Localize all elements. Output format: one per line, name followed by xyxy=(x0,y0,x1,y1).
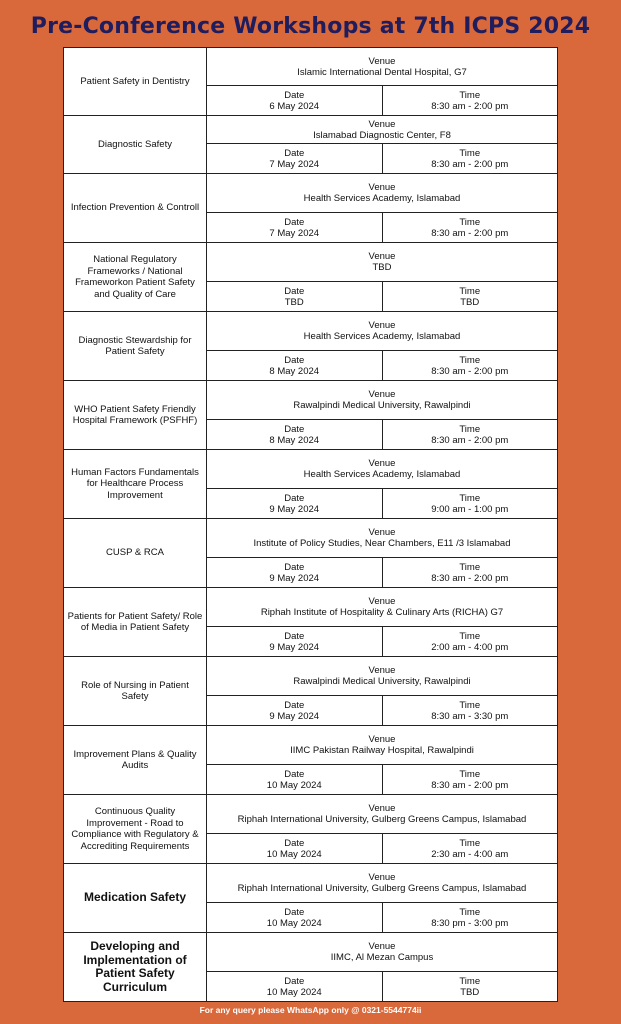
time-label: Time xyxy=(459,975,481,987)
workshop-row xyxy=(63,381,558,450)
date-time-row xyxy=(207,903,557,932)
time-cell xyxy=(382,972,558,1001)
time-cell xyxy=(382,903,558,932)
time-label: Time xyxy=(459,423,481,435)
time-cell xyxy=(382,351,558,380)
workshop-name: Medication Safety xyxy=(63,864,207,932)
time-label: Time xyxy=(459,216,481,228)
workshop-info xyxy=(207,174,558,242)
venue-cell xyxy=(207,726,557,765)
date-value: 6 May 2024 xyxy=(269,100,320,112)
workshop-info xyxy=(207,657,558,725)
workshop-row xyxy=(63,657,558,726)
venue-cell xyxy=(207,657,557,696)
time-value: 8:30 am - 2:00 pm xyxy=(431,572,509,584)
date-label: Date xyxy=(284,354,305,366)
date-time-row xyxy=(207,489,557,518)
venue-label: Venue xyxy=(368,458,396,469)
date-label: Date xyxy=(284,975,305,987)
date-cell xyxy=(207,213,382,242)
workshop-name: Patient Safety in Dentistry xyxy=(63,48,207,115)
venue-label: Venue xyxy=(368,389,396,400)
time-label: Time xyxy=(459,837,481,849)
workshop-name: National Regulatory Frameworks / National Frameworkon Patient Safety and Quality of Care xyxy=(63,243,207,311)
workshop-name: Continuous Quality Improvement - Road to Compliance with Regulatory & Accrediting Requirements xyxy=(63,795,207,863)
date-time-row xyxy=(207,420,557,449)
venue-value: Islamic International Dental Hospital, G7 xyxy=(297,66,467,78)
venue-cell xyxy=(207,450,557,489)
workshop-info xyxy=(207,381,558,449)
time-value: 8:30 am - 2:00 pm xyxy=(431,100,509,112)
date-time-row xyxy=(207,282,557,311)
workshop-name: Improvement Plans & Quality Audits xyxy=(63,726,207,794)
date-label: Date xyxy=(284,285,305,297)
workshop-name: CUSP & RCA xyxy=(63,519,207,587)
date-label: Date xyxy=(284,768,305,780)
date-label: Date xyxy=(284,147,305,159)
date-cell xyxy=(207,834,382,863)
time-value: TBD xyxy=(460,986,480,998)
venue-cell xyxy=(207,243,557,282)
time-value: 2:00 am - 4:00 pm xyxy=(431,641,509,653)
venue-cell xyxy=(207,933,557,972)
workshop-table xyxy=(63,47,558,1002)
venue-label: Venue xyxy=(368,118,396,130)
time-label: Time xyxy=(459,492,481,504)
date-time-row xyxy=(207,834,557,863)
date-time-row xyxy=(207,213,557,242)
venue-cell xyxy=(207,864,557,903)
venue-value: Islamabad Diagnostic Center, F8 xyxy=(313,129,451,141)
time-label: Time xyxy=(459,561,481,573)
date-cell xyxy=(207,765,382,794)
workshop-name: Developing and Implementation of Patient Safety Curriculum xyxy=(63,933,207,1001)
workshop-row xyxy=(63,519,558,588)
time-label: Time xyxy=(459,285,481,297)
workshop-row xyxy=(63,243,558,312)
workshop-name: Diagnostic Stewardship for Patient Safety xyxy=(63,312,207,380)
date-time-row xyxy=(207,765,557,794)
time-value: 8:30 am - 2:00 pm xyxy=(431,227,509,239)
time-value: 8:30 am - 2:00 pm xyxy=(431,779,509,791)
date-value: 9 May 2024 xyxy=(269,572,320,584)
date-value: 8 May 2024 xyxy=(269,365,320,377)
venue-cell xyxy=(207,48,557,86)
venue-label: Venue xyxy=(368,55,396,67)
date-label: Date xyxy=(284,906,305,918)
date-value: 9 May 2024 xyxy=(269,503,320,515)
time-value: 8:30 pm - 3:00 pm xyxy=(431,917,509,929)
date-time-row xyxy=(207,351,557,380)
venue-cell xyxy=(207,116,557,144)
workshop-row xyxy=(63,312,558,381)
date-label: Date xyxy=(284,492,305,504)
workshop-info xyxy=(207,864,558,932)
time-cell xyxy=(382,86,558,115)
date-cell xyxy=(207,144,382,173)
time-value: 2:30 am - 4:00 am xyxy=(431,848,509,860)
time-label: Time xyxy=(459,354,481,366)
time-value: 8:30 am - 3:30 pm xyxy=(431,710,509,722)
date-label: Date xyxy=(284,699,305,711)
date-value: 10 May 2024 xyxy=(266,917,322,929)
workshop-row xyxy=(63,47,558,116)
venue-label: Venue xyxy=(368,182,396,193)
workshop-name: Human Factors Fundamentals for Healthcare Process Improvement xyxy=(63,450,207,518)
venue-label: Venue xyxy=(368,320,396,331)
date-cell xyxy=(207,86,382,115)
workshop-info xyxy=(207,48,558,115)
date-value: 10 May 2024 xyxy=(266,779,322,791)
workshop-info xyxy=(207,243,558,311)
date-time-row xyxy=(207,627,557,656)
page-title: Pre-Conference Workshops at 7th ICPS 2024 xyxy=(30,14,591,39)
date-cell xyxy=(207,420,382,449)
venue-value: Riphah International University, Gulberg Greens Campus, Islamabad xyxy=(237,883,527,894)
venue-label: Venue xyxy=(368,941,396,952)
venue-label: Venue xyxy=(368,872,396,883)
venue-value: Health Services Academy, Islamabad xyxy=(303,193,461,204)
workshop-name: Patients for Patient Safety/ Role of Media in Patient Safety xyxy=(63,588,207,656)
time-value: 8:30 am - 2:00 pm xyxy=(431,365,509,377)
date-value: 9 May 2024 xyxy=(269,641,320,653)
date-label: Date xyxy=(284,837,305,849)
time-cell xyxy=(382,144,558,173)
workshop-info xyxy=(207,312,558,380)
venue-value: Riphah International University, Gulberg Greens Campus, Islamabad xyxy=(237,814,527,825)
workshop-name: Role of Nursing in Patient Safety xyxy=(63,657,207,725)
workshop-row xyxy=(63,116,558,174)
date-cell xyxy=(207,903,382,932)
date-time-row xyxy=(207,696,557,725)
time-value: TBD xyxy=(460,296,480,308)
date-value: TBD xyxy=(284,296,304,308)
venue-label: Venue xyxy=(368,803,396,814)
venue-label: Venue xyxy=(368,527,396,538)
date-time-row xyxy=(207,86,557,115)
workshop-row xyxy=(63,450,558,519)
date-cell xyxy=(207,282,382,311)
venue-label: Venue xyxy=(368,734,396,745)
venue-value: IIMC, Al Mezan Campus xyxy=(330,952,434,963)
workshop-name: Diagnostic Safety xyxy=(63,116,207,173)
workshop-row xyxy=(63,174,558,243)
date-time-row xyxy=(207,972,557,1001)
date-label: Date xyxy=(284,216,305,228)
workshop-row xyxy=(63,588,558,657)
workshop-info xyxy=(207,933,558,1001)
venue-value: Riphah Institute of Hospitality & Culinary Arts (RICHA) G7 xyxy=(260,607,504,618)
venue-label: Venue xyxy=(368,251,396,262)
time-value: 8:30 am - 2:00 pm xyxy=(431,158,509,170)
time-label: Time xyxy=(459,630,481,642)
date-value: 10 May 2024 xyxy=(266,848,322,860)
venue-value: Rawalpindi Medical University, Rawalpindi xyxy=(293,676,471,687)
date-value: 8 May 2024 xyxy=(269,434,320,446)
footer-note: For any query please WhatsApp only @ 0321-5544774ii xyxy=(199,1005,422,1015)
date-cell xyxy=(207,627,382,656)
date-value: 10 May 2024 xyxy=(266,986,322,998)
time-cell xyxy=(382,696,558,725)
time-label: Time xyxy=(459,699,481,711)
venue-cell xyxy=(207,174,557,213)
venue-value: Rawalpindi Medical University, Rawalpindi xyxy=(293,400,471,411)
time-cell xyxy=(382,765,558,794)
workshop-name: WHO Patient Safety Friendly Hospital Framework (PSFHF) xyxy=(63,381,207,449)
time-value: 9:00 am - 1:00 pm xyxy=(431,503,509,515)
time-label: Time xyxy=(459,768,481,780)
workshop-info xyxy=(207,116,558,173)
time-cell xyxy=(382,282,558,311)
time-cell xyxy=(382,627,558,656)
time-label: Time xyxy=(459,147,481,159)
date-cell xyxy=(207,351,382,380)
workshop-info xyxy=(207,795,558,863)
workshop-info xyxy=(207,450,558,518)
date-time-row xyxy=(207,144,557,173)
date-value: 7 May 2024 xyxy=(269,158,320,170)
time-value: 8:30 am - 2:00 pm xyxy=(431,434,509,446)
date-label: Date xyxy=(284,89,305,101)
venue-value: IIMC Pakistan Railway Hospital, Rawalpindi xyxy=(290,745,474,756)
date-label: Date xyxy=(284,423,305,435)
time-cell xyxy=(382,834,558,863)
date-cell xyxy=(207,558,382,587)
venue-cell xyxy=(207,312,557,351)
time-label: Time xyxy=(459,89,481,101)
date-value: 9 May 2024 xyxy=(269,710,320,722)
workshop-row xyxy=(63,795,558,864)
venue-value: Health Services Academy, Islamabad xyxy=(303,331,461,342)
workshop-info xyxy=(207,726,558,794)
venue-value: Health Services Academy, Islamabad xyxy=(303,469,461,480)
venue-value: Institute of Policy Studies, Near Chambers, E11 /3 Islamabad xyxy=(253,538,511,549)
date-value: 7 May 2024 xyxy=(269,227,320,239)
date-cell xyxy=(207,489,382,518)
workshop-row xyxy=(63,864,558,933)
time-cell xyxy=(382,213,558,242)
workshop-info xyxy=(207,519,558,587)
venue-label: Venue xyxy=(368,596,396,607)
date-time-row xyxy=(207,558,557,587)
date-label: Date xyxy=(284,561,305,573)
time-cell xyxy=(382,489,558,518)
venue-cell xyxy=(207,519,557,558)
workshop-info xyxy=(207,588,558,656)
time-cell xyxy=(382,420,558,449)
workshop-row xyxy=(63,933,558,1002)
venue-label: Venue xyxy=(368,665,396,676)
venue-cell xyxy=(207,795,557,834)
date-cell xyxy=(207,696,382,725)
venue-cell xyxy=(207,381,557,420)
date-cell xyxy=(207,972,382,1001)
time-cell xyxy=(382,558,558,587)
workshop-row xyxy=(63,726,558,795)
workshop-name: Infection Prevention & Controll xyxy=(63,174,207,242)
venue-value: TBD xyxy=(372,262,392,273)
date-label: Date xyxy=(284,630,305,642)
venue-cell xyxy=(207,588,557,627)
time-label: Time xyxy=(459,906,481,918)
